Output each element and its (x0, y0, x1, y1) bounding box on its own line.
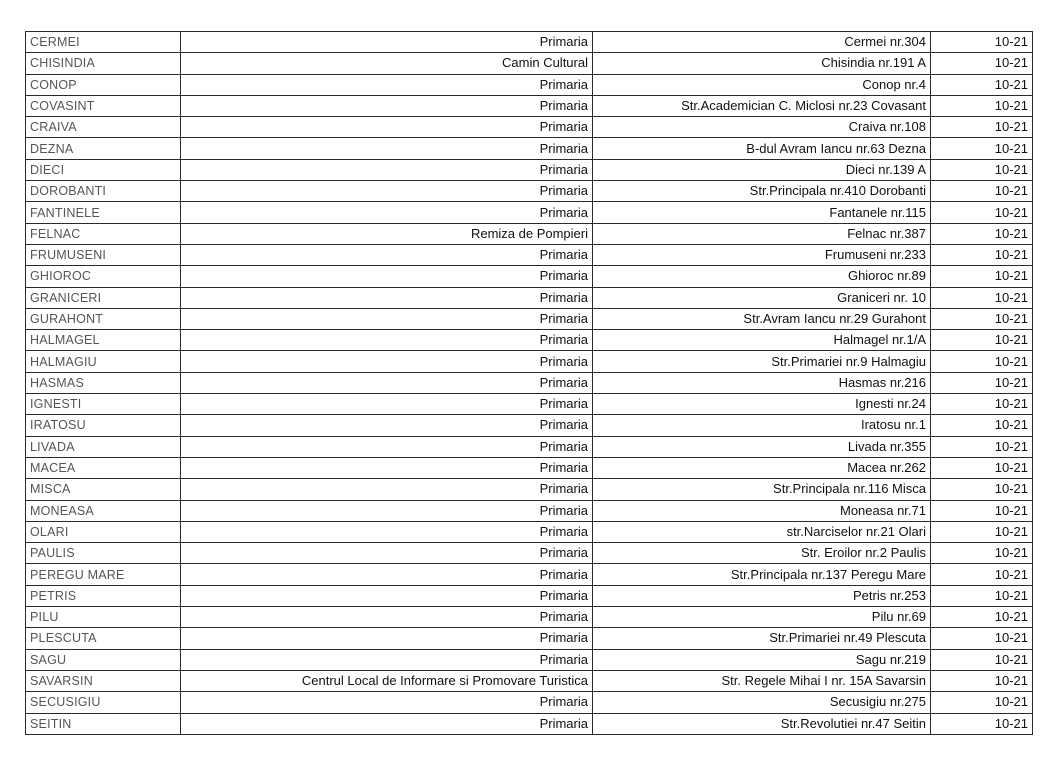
institution-cell: Primaria (181, 564, 593, 585)
table-row (26, 628, 1033, 649)
locality-cell: GHIOROC (26, 266, 181, 287)
table-row (26, 244, 1033, 265)
address-cell: Secusigiu nr.275 (593, 692, 931, 713)
institution-cell: Primaria (181, 95, 593, 116)
schedule-cell: 10-21 (931, 266, 1033, 287)
table-body (26, 32, 1033, 735)
address-cell: Petris nr.253 (593, 585, 931, 606)
locality-cell: COVASINT (26, 95, 181, 116)
locality-cell: IGNESTI (26, 394, 181, 415)
locality-cell: MONEASA (26, 500, 181, 521)
locality-cell: HASMAS (26, 372, 181, 393)
institution-cell: Primaria (181, 330, 593, 351)
table-row (26, 181, 1033, 202)
schedule-cell: 10-21 (931, 500, 1033, 521)
institution-cell: Primaria (181, 117, 593, 138)
locality-cell: HALMAGIU (26, 351, 181, 372)
address-cell: B-dul Avram Iancu nr.63 Dezna (593, 138, 931, 159)
institution-cell: Primaria (181, 266, 593, 287)
locality-cell: SAVARSIN (26, 670, 181, 691)
locality-cell: PILU (26, 607, 181, 628)
schedule-cell: 10-21 (931, 394, 1033, 415)
schedule-cell: 10-21 (931, 32, 1033, 53)
table-row (26, 692, 1033, 713)
institution-cell: Primaria (181, 713, 593, 734)
institution-cell: Primaria (181, 32, 593, 53)
table-row (26, 330, 1033, 351)
address-cell: Ignesti nr.24 (593, 394, 931, 415)
table-row (26, 436, 1033, 457)
table-row (26, 479, 1033, 500)
table-row (26, 564, 1033, 585)
address-cell: Iratosu nr.1 (593, 415, 931, 436)
locality-cell: PLESCUTA (26, 628, 181, 649)
schedule-cell: 10-21 (931, 543, 1033, 564)
institution-cell: Primaria (181, 394, 593, 415)
address-cell: Macea nr.262 (593, 457, 931, 478)
address-cell: Dieci nr.139 A (593, 159, 931, 180)
schedule-cell: 10-21 (931, 244, 1033, 265)
institution-cell: Camin Cultural (181, 53, 593, 74)
table-row (26, 223, 1033, 244)
table-row (26, 32, 1033, 53)
address-cell: Str.Avram Iancu nr.29 Gurahont (593, 308, 931, 329)
document-page (25, 31, 1032, 735)
locality-cell: GRANICERI (26, 287, 181, 308)
table-row (26, 500, 1033, 521)
address-cell: Cermei nr.304 (593, 32, 931, 53)
table-row (26, 351, 1033, 372)
address-cell: Sagu nr.219 (593, 649, 931, 670)
schedule-cell: 10-21 (931, 670, 1033, 691)
locality-cell: FRUMUSENI (26, 244, 181, 265)
address-cell: Livada nr.355 (593, 436, 931, 457)
institution-cell: Primaria (181, 159, 593, 180)
schedule-cell: 10-21 (931, 521, 1033, 542)
locality-cell: CONOP (26, 74, 181, 95)
institution-cell: Primaria (181, 500, 593, 521)
locality-cell: HALMAGEL (26, 330, 181, 351)
locality-cell: DOROBANTI (26, 181, 181, 202)
address-cell: Graniceri nr. 10 (593, 287, 931, 308)
table-row (26, 74, 1033, 95)
address-cell: str.Narciselor nr.21 Olari (593, 521, 931, 542)
institution-cell: Primaria (181, 543, 593, 564)
locality-cell: SEITIN (26, 713, 181, 734)
table-row (26, 394, 1033, 415)
schedule-cell: 10-21 (931, 436, 1033, 457)
table-row (26, 521, 1033, 542)
table-row (26, 607, 1033, 628)
address-cell: Conop nr.4 (593, 74, 931, 95)
address-cell: Ghioroc nr.89 (593, 266, 931, 287)
address-cell: Halmagel nr.1/A (593, 330, 931, 351)
table-row (26, 287, 1033, 308)
institution-cell: Centrul Local de Informare si Promovare Turistica (181, 670, 593, 691)
table-row (26, 543, 1033, 564)
locality-cell: MISCA (26, 479, 181, 500)
institution-cell: Remiza de Pompieri (181, 223, 593, 244)
schedule-cell: 10-21 (931, 372, 1033, 393)
institution-cell: Primaria (181, 138, 593, 159)
schedule-cell: 10-21 (931, 564, 1033, 585)
schedule-cell: 10-21 (931, 223, 1033, 244)
table-row (26, 117, 1033, 138)
address-cell: Moneasa nr.71 (593, 500, 931, 521)
institution-cell: Primaria (181, 457, 593, 478)
schedule-cell: 10-21 (931, 628, 1033, 649)
locality-cell: GURAHONT (26, 308, 181, 329)
address-cell: Str.Revolutiei nr.47 Seitin (593, 713, 931, 734)
schedule-cell: 10-21 (931, 415, 1033, 436)
locality-cell: CHISINDIA (26, 53, 181, 74)
institution-cell: Primaria (181, 607, 593, 628)
address-cell: Str.Principala nr.137 Peregu Mare (593, 564, 931, 585)
schedule-cell: 10-21 (931, 53, 1033, 74)
institution-cell: Primaria (181, 415, 593, 436)
institution-cell: Primaria (181, 244, 593, 265)
schedule-cell: 10-21 (931, 74, 1033, 95)
institution-cell: Primaria (181, 479, 593, 500)
schedule-cell: 10-21 (931, 649, 1033, 670)
schedule-cell: 10-21 (931, 117, 1033, 138)
table-row (26, 159, 1033, 180)
address-cell: Chisindia nr.191 A (593, 53, 931, 74)
locality-cell: SAGU (26, 649, 181, 670)
table-row (26, 372, 1033, 393)
address-cell: Frumuseni nr.233 (593, 244, 931, 265)
institution-cell: Primaria (181, 308, 593, 329)
table-row (26, 266, 1033, 287)
schedule-cell: 10-21 (931, 202, 1033, 223)
address-cell: Str.Principala nr.116 Misca (593, 479, 931, 500)
locality-cell: OLARI (26, 521, 181, 542)
address-cell: Str.Primariei nr.9 Halmagiu (593, 351, 931, 372)
address-cell: Str. Regele Mihai I nr. 15A Savarsin (593, 670, 931, 691)
table-row (26, 202, 1033, 223)
schedule-cell: 10-21 (931, 159, 1033, 180)
locality-cell: PEREGU MARE (26, 564, 181, 585)
schedule-cell: 10-21 (931, 138, 1033, 159)
address-cell: Str.Primariei nr.49 Plescuta (593, 628, 931, 649)
address-cell: Fantanele nr.115 (593, 202, 931, 223)
locality-cell: PAULIS (26, 543, 181, 564)
table-row (26, 53, 1033, 74)
schedule-cell: 10-21 (931, 95, 1033, 116)
locality-cell: SECUSIGIU (26, 692, 181, 713)
address-cell: Felnac nr.387 (593, 223, 931, 244)
institution-cell: Primaria (181, 628, 593, 649)
address-cell: Str. Eroilor nr.2 Paulis (593, 543, 931, 564)
schedule-cell: 10-21 (931, 479, 1033, 500)
schedule-cell: 10-21 (931, 585, 1033, 606)
address-cell: Str.Principala nr.410 Dorobanti (593, 181, 931, 202)
institution-cell: Primaria (181, 692, 593, 713)
institution-cell: Primaria (181, 585, 593, 606)
schedule-cell: 10-21 (931, 287, 1033, 308)
locality-cell: IRATOSU (26, 415, 181, 436)
address-cell: Craiva nr.108 (593, 117, 931, 138)
locality-cell: PETRIS (26, 585, 181, 606)
locality-cell: CRAIVA (26, 117, 181, 138)
table-row (26, 415, 1033, 436)
locality-cell: FELNAC (26, 223, 181, 244)
schedule-cell: 10-21 (931, 692, 1033, 713)
address-cell: Hasmas nr.216 (593, 372, 931, 393)
table-row (26, 585, 1033, 606)
institution-cell: Primaria (181, 181, 593, 202)
locality-cell: FANTINELE (26, 202, 181, 223)
schedule-cell: 10-21 (931, 351, 1033, 372)
institution-cell: Primaria (181, 351, 593, 372)
institution-cell: Primaria (181, 649, 593, 670)
table-row (26, 649, 1033, 670)
table-row (26, 308, 1033, 329)
schedule-cell: 10-21 (931, 713, 1033, 734)
table-row (26, 138, 1033, 159)
institution-cell: Primaria (181, 74, 593, 95)
schedule-cell: 10-21 (931, 308, 1033, 329)
locality-cell: LIVADA (26, 436, 181, 457)
table-row (26, 713, 1033, 734)
institution-cell: Primaria (181, 436, 593, 457)
address-cell: Str.Academician C. Miclosi nr.23 Covasant (593, 95, 931, 116)
locality-cell: CERMEI (26, 32, 181, 53)
institution-cell: Primaria (181, 202, 593, 223)
table-row (26, 670, 1033, 691)
table-row (26, 95, 1033, 116)
locality-cell: MACEA (26, 457, 181, 478)
locality-cell: DIECI (26, 159, 181, 180)
institution-cell: Primaria (181, 521, 593, 542)
schedule-cell: 10-21 (931, 457, 1033, 478)
schedule-cell: 10-21 (931, 181, 1033, 202)
locality-cell: DEZNA (26, 138, 181, 159)
schedule-cell: 10-21 (931, 607, 1033, 628)
institution-cell: Primaria (181, 372, 593, 393)
locations-table (25, 31, 1033, 735)
schedule-cell: 10-21 (931, 330, 1033, 351)
institution-cell: Primaria (181, 287, 593, 308)
address-cell: Pilu nr.69 (593, 607, 931, 628)
table-row (26, 457, 1033, 478)
